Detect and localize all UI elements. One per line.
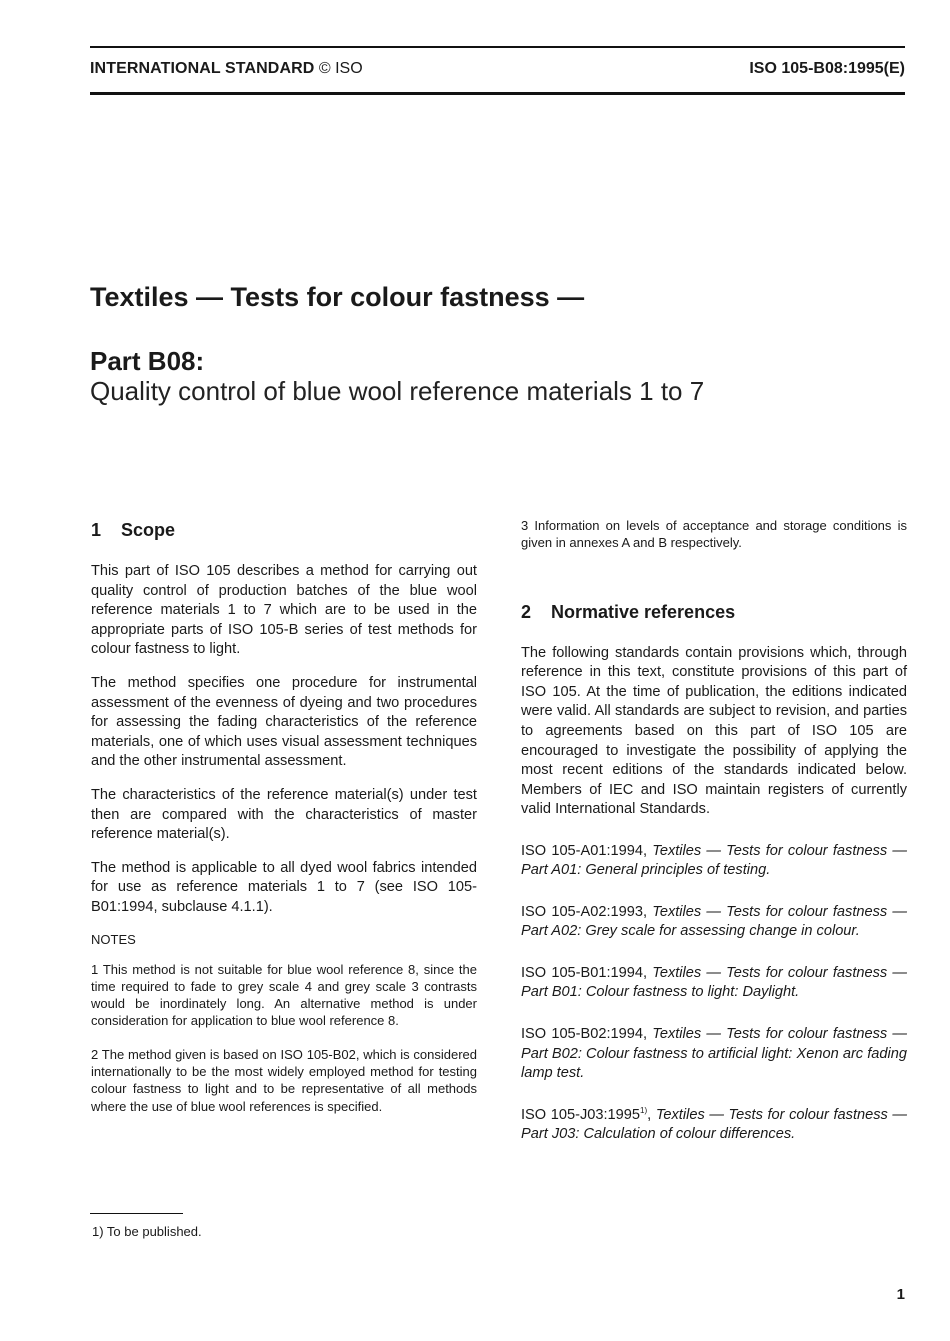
page-number: 1 (896, 1286, 905, 1303)
normative-references-heading: 2 Normative references (521, 601, 736, 622)
document-title: Textiles — Tests for colour fastness — (90, 282, 585, 312)
right-column (521, 517, 907, 1162)
scope-paragraph: The characteristics of the reference material(s) under test then are compared with the characteristics of master reference material(s). (91, 786, 477, 843)
part-title: Quality control of blue wool reference materials 1 to 7 (90, 376, 705, 406)
header-top-rule (90, 46, 905, 48)
note-1: 1 This method is not suitable for blue wool reference 8, since the time required to fade to grey scale 4 and grey scale 3 contrasts would be inordinately long. An alternative method is under consideration for application to blue wool reference 8. (91, 961, 477, 1029)
notes-label: NOTES (91, 931, 136, 947)
normative-intro: The following standards contain provisions which, through reference in this text, constitute provisions of this part of ISO 105. At the time of publication, the editions indicated were valid. All standards are subject to revision, and parties to agreements based on this part of ISO 105 are encouraged to investigate the possibility of applying the most recent editions of the standards indicated below. Members of IEC and ISO maintain registers of currently valid International Standards. (521, 644, 907, 818)
reference-item: ISO 105-A02:1993, Textiles — Tests for colour fastness — Part A02: Grey scale for assessing change in colour. (521, 903, 907, 940)
note-2: 2 The method given is based on ISO 105-B02, which is considered internationally to be the most widely employed method for testing colour fastness to light and to be representative of all methods where the use of blue wool references is specified. (91, 1046, 477, 1114)
reference-item: ISO 105-A01:1994, Textiles — Tests for colour fastness — Part A01: General principles of testing. (521, 842, 907, 879)
scope-paragraph: The method is applicable to all dyed wool fabrics intended for use as reference materials 1 to 7 (see ISO 105-B01:1994, subclause 4.1.1). (91, 859, 477, 915)
reference-item: ISO 105-J03:1995$^{1)}$, Textiles — Tests for colour fastness — Part J03: Calculation of colour differences. (521, 1105, 908, 1143)
header-bottom-rule (90, 92, 905, 95)
scope-paragraph: This part of ISO 105 describes a method for carrying out quality control of production batches of the blue wool reference materials 1 to 7 which are to be used in the appropriate parts of ISO 105-B series of test methods for colour fastness to light. (91, 563, 477, 658)
reference-item: ISO 105-B02:1994, Textiles — Tests for colour fastness — Part B02: Colour fastness to artificial light: Xenon arc fading lamp test. (521, 1025, 907, 1082)
header-document-code: ISO 105-B08:1995(E) (749, 60, 905, 77)
left-column (91, 520, 477, 1131)
header-standard-label: INTERNATIONAL STANDARD © ISO (90, 60, 363, 77)
footnote: 1) To be published. (92, 1224, 202, 1239)
scope-paragraph: The method specifies one procedure for instrumental assessment of the evenness of dyeing and two procedures for assessing the fading characteristics of the reference materials, one of which uses visual assessment techniques and the other instrumental assessment. (91, 674, 477, 770)
footnote-marker: 1) (640, 1105, 648, 1115)
reference-item: ISO 105-B01:1994, Textiles — Tests for colour fastness — Part B01: Colour fastness to light: Daylight. (521, 964, 907, 1001)
scope-heading: 1 Scope (91, 520, 176, 540)
note-3: 3 Information on levels of acceptance and storage conditions is given in annexes A and B respectively. (521, 518, 907, 551)
part-label: Part B08: (90, 346, 205, 376)
footnote-rule (90, 1213, 183, 1214)
